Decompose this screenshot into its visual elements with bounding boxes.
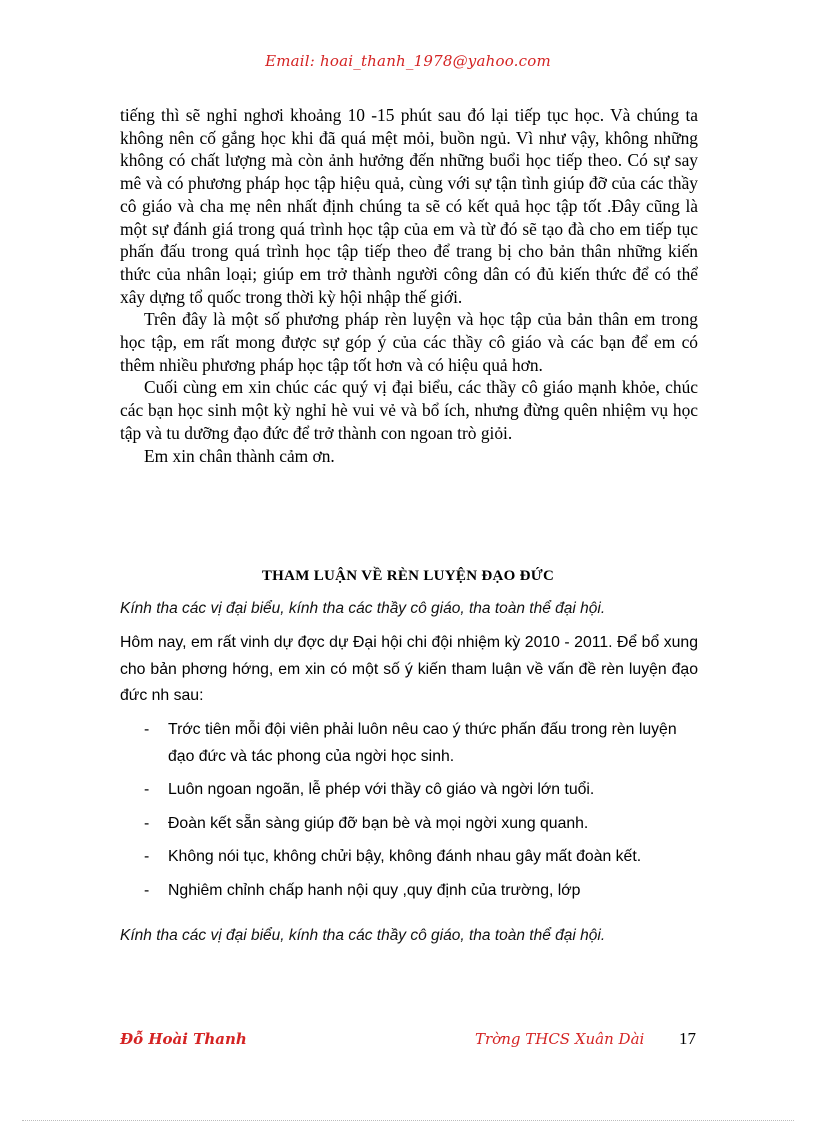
- bullet-marker: -: [144, 721, 150, 738]
- body-paragraph: Trên đây là một số phương pháp rèn luyện và học tập của bản thân em trong học tập, em rất mong được sự góp ý của các thầy cô giáo và các bạn để em có thêm nhiều phương pháp học tập tốt hơn và có hiệu quả hơn.: [120, 309, 698, 375]
- list-item: [140, 777, 700, 804]
- bullet-marker: -: [144, 881, 150, 899]
- footer-author: Đỗ Hoài Thanh: [120, 1030, 247, 1048]
- salutation-open: Kính tha các vị đại biểu, kính tha các thầy cô giáo, tha toàn thể đại hội.: [120, 600, 606, 617]
- body-paragraph: tiếng thì sẽ nghỉ nghơi khoảng 10 -15 phút sau đó lại tiếp tục học. Và chúng ta không nên cố gắng học khi đã quá mệt mỏi, buồn ngủ. Vì như vậy, không những không có chất lượng mà còn ảnh hưởng đến những buổi học tiếp theo. Có sự say mê và có phương pháp học tập hiệu quả, cùng với sự tận tình giúp đỡ của các thầy cô giáo và cha mẹ nên nhất định chúng ta sẽ có kết quả học tập tốt .Đây cũng là một sự đánh giá trong quá trình học tập của em và từ đó sẽ tạo đà cho em tiếp tục phấn đấu trong quá trình học tập tiếp theo để trang bị cho bản thân những kiến thức của nhân loại; giúp em trở thành người công dân có đủ kiến thức để có thể xây dựng tổ quốc trong thời kỳ hội nhập thế giới.: [120, 105, 698, 307]
- list-item-text: Không nói tục, không chửi bậy, không đánh nhau gây mất đoàn kết.: [168, 848, 642, 865]
- footer-school: Trờng THCS Xuân Dài: [475, 1030, 645, 1048]
- list-item: [140, 844, 700, 871]
- list-item-text: Luôn ngoan ngoãn, lễ phép với thầy cô giáo và ngời lớn tuổi.: [168, 781, 595, 798]
- body-paragraph: Em xin chân thành cảm ơn.: [144, 445, 335, 466]
- list-item-text: Đoàn kết sẵn sàng giúp đỡ bạn bè và mọi ngời xung quanh.: [168, 814, 589, 832]
- header-email: Email: hoai_thanh_1978@yahoo.com: [265, 52, 551, 70]
- bullet-marker: -: [144, 814, 150, 832]
- page-number: 17: [679, 1029, 696, 1048]
- bullet-list: [140, 717, 700, 911]
- list-item: [140, 878, 700, 905]
- body-paragraph: Cuối cùng em xin chúc các quý vị đại biểu, các thầy cô giáo mạnh khỏe, chúc các bạn học sinh một kỳ nghỉ hè vui vẻ và bổ ích, nhưng đừng quên nhiệm vụ học tập và tu dưỡng đạo đức để trở thành con ngoan trò giỏi.: [120, 377, 698, 443]
- list-item: [140, 811, 700, 838]
- body-text: [120, 104, 698, 467]
- section-title: THAM LUẬN VỀ RÈN LUYỆN ĐẠO ĐỨC: [261, 568, 555, 584]
- bullet-marker: -: [144, 848, 150, 865]
- list-item-text: Nghiêm chỉnh chấp hanh nội quy ,quy định của trường, lớp: [168, 881, 581, 899]
- intro-paragraph: Hôm nay, em rất vinh dự đợc dự Đại hội chi đội nhiệm kỳ 2010 - 2011. Để bổ xung cho bản phơng hớng, em xin có một số ý kiến tham luận về vấn đề rèn luyện đạo đức nh sau:: [120, 634, 698, 704]
- list-item: [140, 717, 700, 770]
- footer-divider: [22, 1120, 794, 1121]
- bullet-marker: -: [144, 781, 150, 798]
- list-item-text: Trớc tiên mỗi đội viên phải luôn nêu cao ý thức phấn đấu trong rèn luyện đạo đức và tác phong của ngời học sinh.: [168, 721, 677, 765]
- salutation-close: Kính tha các vị đại biểu, kính tha các thầy cô giáo, tha toàn thể đại hội.: [120, 927, 606, 944]
